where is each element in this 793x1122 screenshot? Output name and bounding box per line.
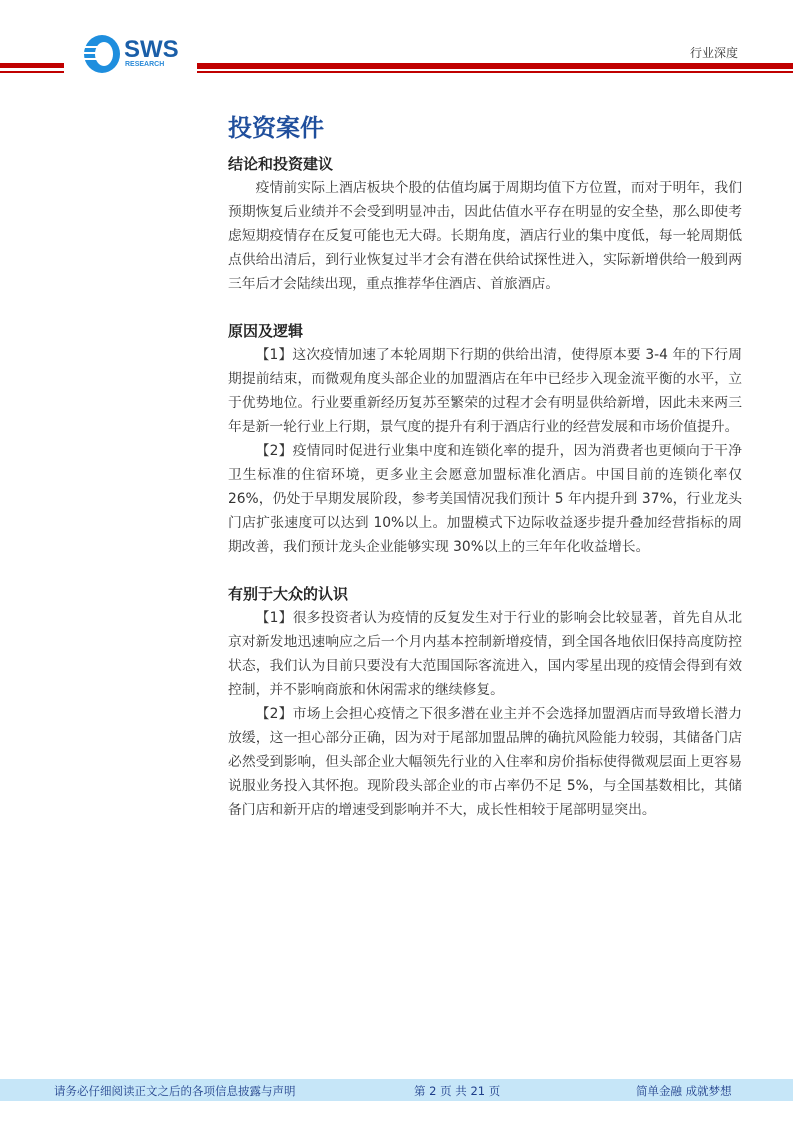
paragraph: 疫情前实际上酒店板块个股的估值均属于周期均值下方位置，而对于明年，我们预期恢复后业绩并不会受到明显冲击，因此估值水平存在明显的安全垫，那么即使考虑短期疫情存在反复可能也无大碍。长期角度，酒店行业的集中度低，每一轮周期低点供给出清后，到行业恢复过半才会有潜在供给试探性进入，实际新增供给一般到两三年后才会陆续出现，重点推荐华住酒店、首旅酒店。 xyxy=(228,180,742,292)
section-conclusion xyxy=(228,153,742,296)
page-title: 投资案件 xyxy=(228,114,324,142)
section-reasons xyxy=(228,320,742,559)
report-category: 行业深度 xyxy=(690,46,739,60)
sws-logo xyxy=(82,34,182,74)
page-number: 第 2 页 共 21 页 xyxy=(414,1084,501,1098)
paragraph: 【2】疫情同时促进行业集中度和连锁化率的提升，因为消费者也更倾向于干净卫生标准的住宿环境，更多业主会愿意加盟标准化酒店。中国目前的连锁化率仅 26%，仍处于早期发展阶段，参考美国情况我们预计 5 年内提升到 37%，行业龙头门店扩张速度可以达到 10%以上。加盟模式下边际收益逐步提升叠加经营指标的周期改善，我们预计龙头企业能够实现 30%以上的三年年化收益增长。 xyxy=(228,443,742,555)
section-different-view xyxy=(228,583,742,822)
section-heading: 有别于大众的认识 xyxy=(228,585,349,603)
paragraph: 【1】这次疫情加速了本轮周期下行期的供给出清，使得原本要 3-4 年的下行周期提前结束，而微观角度头部企业的加盟酒店在年中已经步入现金流平衡的水平，立于优势地位。行业要重新经历复苏至繁荣的过程才会有明显供给新增，因此未来两三年是新一轮行业上行期，景气度的提升有利于酒店行业的经营发展和市场价值提升。 xyxy=(228,347,742,435)
header-rule xyxy=(0,71,64,73)
section-heading: 原因及逻辑 xyxy=(228,322,304,340)
header-rule xyxy=(197,63,793,69)
logo-icon xyxy=(82,34,122,74)
header-rule xyxy=(197,71,793,73)
page-footer xyxy=(0,1079,793,1101)
section-heading: 结论和投资建议 xyxy=(228,155,334,173)
footer-slogan: 简单金融 成就梦想 xyxy=(636,1084,732,1098)
paragraph: 【2】市场上会担心疫情之下很多潜在业主并不会选择加盟酒店而导致增长潜力放缓，这一担心部分正确，因为对于尾部加盟品牌的确抗风险能力较弱，其储备门店必然受到影响，但头部企业大幅领先行业的入住率和房价指标使得微观层面上更容易说服业务投入其怀抱。现阶段头部企业的市占率仍不足 5%，与全国基数相比，其储备门店和新开店的增速受到影响并不大，成长性相较于尾部明显突出。 xyxy=(228,706,742,818)
paragraph: 【1】很多投资者认为疫情的反复发生对于行业的影响会比较显著，首先自从北京对新发地迅速响应之后一个月内基本控制新增疫情，到全国各地依旧保持高度防控状态，我们认为目前只要没有大范围国际客流进入，国内零星出现的疫情会得到有效控制，并不影响商旅和休闲需求的继续修复。 xyxy=(228,610,742,698)
report-body xyxy=(228,108,742,846)
logo-text: SWS xyxy=(124,36,179,63)
footer-disclaimer: 请务必仔细阅读正文之后的各项信息披露与声明 xyxy=(54,1084,296,1098)
header-rule xyxy=(0,63,64,68)
logo-subtext: RESEARCH xyxy=(125,61,165,68)
